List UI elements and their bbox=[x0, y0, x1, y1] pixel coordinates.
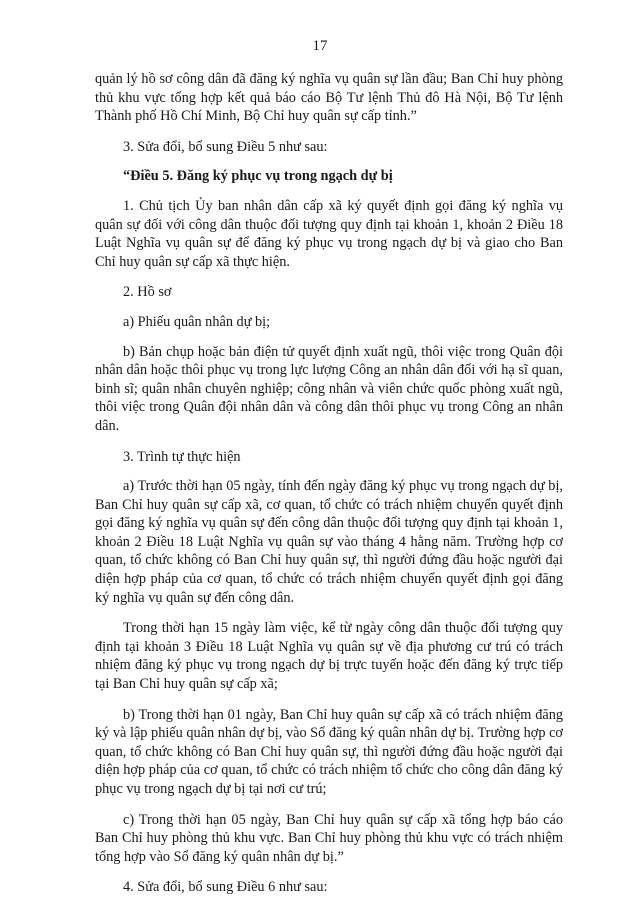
page-number: 17 bbox=[312, 38, 328, 54]
article-5-heading: “Điều 5. Đăng ký phục vụ trong ngạch dự bị bbox=[123, 168, 393, 185]
paragraph-amendment-article-6: 4. Sửa đổi, bổ sung Điều 6 như sau: bbox=[123, 879, 328, 896]
document-body bbox=[95, 70, 563, 909]
paragraph-clause-2a: a) Phiếu quân nhân dự bị; bbox=[123, 313, 271, 330]
paragraph-clause-3-title: 3. Trình tự thực hiện bbox=[123, 448, 241, 465]
paragraph-clause-3b: b) Trong thời hạn 01 ngày, Ban Chỉ huy quân sự cấp xã có trách nhiệm đăng ký và lập phiếu quân nhân dự bị, vào Sổ đăng ký quân nhân dự bị. Trường hợp cơ quan, tổ chức không có Ban Chỉ huy quân sự, thì người đứng đầu hoặc người đại diện hợp pháp của cơ quan, tổ chức có trách nhiệm tổ chức cho công dân đăng ký phục vụ trong ngạch dự bị tại nơi cư trú; bbox=[95, 706, 563, 797]
paragraph-amendment-article-5: 3. Sửa đổi, bổ sung Điều 5 như sau: bbox=[123, 138, 328, 155]
paragraph-clause-2b: b) Bản chụp hoặc bản điện tử quyết định xuất ngũ, thôi việc trong Quân đội nhân dân hoặc thôi phục vụ trong lực lượng Công an nhân dân đối với hạ sĩ quan, binh sĩ; quân nhân chuyên nghiệp; công nhân và viên chức quốc phòng xuất ngũ, thôi việc trong Quân đội nhân dân và công dân thôi phục vụ trong Công an nhân dân. bbox=[95, 343, 563, 434]
paragraph-clause-3a: a) Trước thời hạn 05 ngày, tính đến ngày đăng ký phục vụ trong ngạch dự bị, Ban Chỉ huy quân sự cấp xã, cơ quan, tổ chức có trách nhiệm chuyển quyết định gọi đăng ký nghĩa vụ quân sự đến công dân thuộc đối tượng quy định tại khoản 1, khoản 2 Điều 18 Luật Nghĩa vụ quân sự vào tháng 4 hằng năm. Trường hợp cơ quan, tổ chức không có Ban Chỉ huy quân sự, thì người đứng đầu hoặc người đại diện hợp pháp của cơ quan, tổ chức có trách nhiệm chuyển quyết định gọi đăng ký nghĩa vụ quân sự đến công dân. bbox=[95, 478, 563, 606]
paragraph-clause-3c: c) Trong thời hạn 05 ngày, Ban Chỉ huy quân sự cấp xã tổng hợp báo cáo Ban Chỉ huy phòng thủ khu vực. Ban Chỉ huy phòng thủ khu vực có trách nhiệm tổng hợp vào Sổ đăng ký quân nhân dự bị.” bbox=[95, 811, 563, 865]
paragraph-clause-1: 1. Chủ tịch Ủy ban nhân dân cấp xã ký quyết định gọi đăng ký nghĩa vụ quân sự đối với công dân thuộc đối tượng quy định tại khoản 1, khoản 2 Điều 18 Luật Nghĩa vụ quân sự để đăng ký phục vụ trong ngạch dự bị và giao cho Ban Chỉ huy quân sự cấp xã thực hiện. bbox=[95, 197, 563, 270]
paragraph-continuation: quản lý hồ sơ công dân đã đăng ký nghĩa vụ quân sự lần đầu; Ban Chỉ huy phòng thủ khu vực tổng hợp kết quả báo cáo Bộ Tư lệnh Thủ đô Hà Nội, Bộ Tư lệnh Thành phố Hồ Chí Minh, Bộ Chỉ huy quân sự cấp tỉnh.” bbox=[95, 71, 563, 125]
paragraph-clause-3a-cont: Trong thời hạn 15 ngày làm việc, kể từ ngày công dân thuộc đối tượng quy định tại khoản 3 Điều 18 Luật Nghĩa vụ quân sự về địa phương cư trú có trách nhiệm đăng ký phục vụ trong ngạch dự bị trực tuyến hoặc đến đăng ký trực tiếp tại Ban Chỉ huy quân sự cấp xã; bbox=[95, 620, 563, 693]
paragraph-clause-2-title: 2. Hồ sơ bbox=[123, 284, 172, 301]
